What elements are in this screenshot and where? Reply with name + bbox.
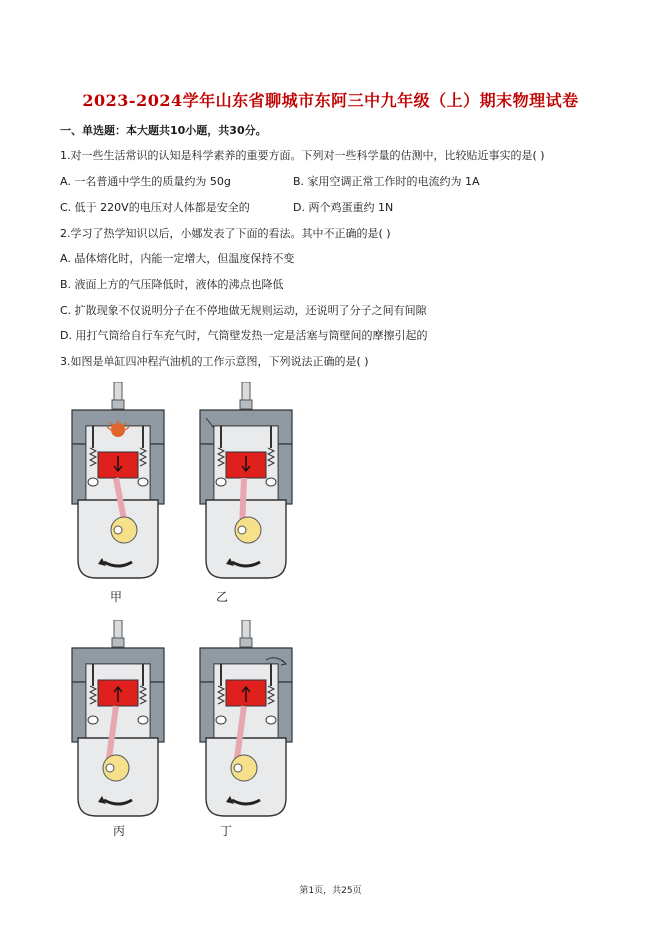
question-1-option-a: A. 一名普通中学生的质量约为 50g [60,175,231,188]
engine-figure-yi [196,382,296,582]
question-2-option-a: A. 晶体熔化时，内能一定增大，但温度保持不变 [60,252,295,265]
figure-label-ding: 丁 [220,824,233,838]
figure-label-jia: 甲 [110,590,123,604]
question-1-option-c: C. 低于 220V的电压对人体都是安全的 [60,201,250,214]
exam-title: 2023-2024学年山东省聊城市东阿三中九年级（上）期末物理试卷 [82,91,579,110]
figure-label-yi: 乙 [216,590,229,604]
question-1-option-d: D. 两个鸡蛋重约 1N [293,201,394,214]
question-2-option-c: C. 扩散现象不仅说明分子在不停地做无规则运动，还说明了分子之间有间隙 [60,304,427,317]
engine-figure-ding [196,620,296,820]
spark-burst-icon [111,423,125,437]
question-2-option-b: B. 液面上方的气压降低时，液体的沸点也降低 [60,278,284,291]
engine-figure-bing [68,620,168,820]
question-2-stem: 2.学习了热学知识以后，小娜发表了下面的看法。其中不正确的是( ) [60,227,391,240]
engine-figure-jia [68,382,168,582]
question-1-option-b: B. 家用空调正常工作时的电流约为 1A [293,175,480,188]
figure-label-bing: 丙 [113,824,126,838]
page-footer: 第1页，共25页 [299,886,362,896]
question-1-stem: 1.对一些生活常识的认知是科学素养的重要方面。下列对一些科学量的估测中，比较贴近事实的是( ) [60,149,545,162]
question-2-option-d: D. 用打气筒给自行车充气时，气筒壁发热一定是活塞与筒壁间的摩擦引起的 [60,329,428,342]
section-heading: 一、单选题：本大题共10小题，共30分。 [60,124,267,137]
question-3-stem: 3.如图是单缸四冲程汽油机的工作示意图，下列说法正确的是( ) [60,355,369,368]
